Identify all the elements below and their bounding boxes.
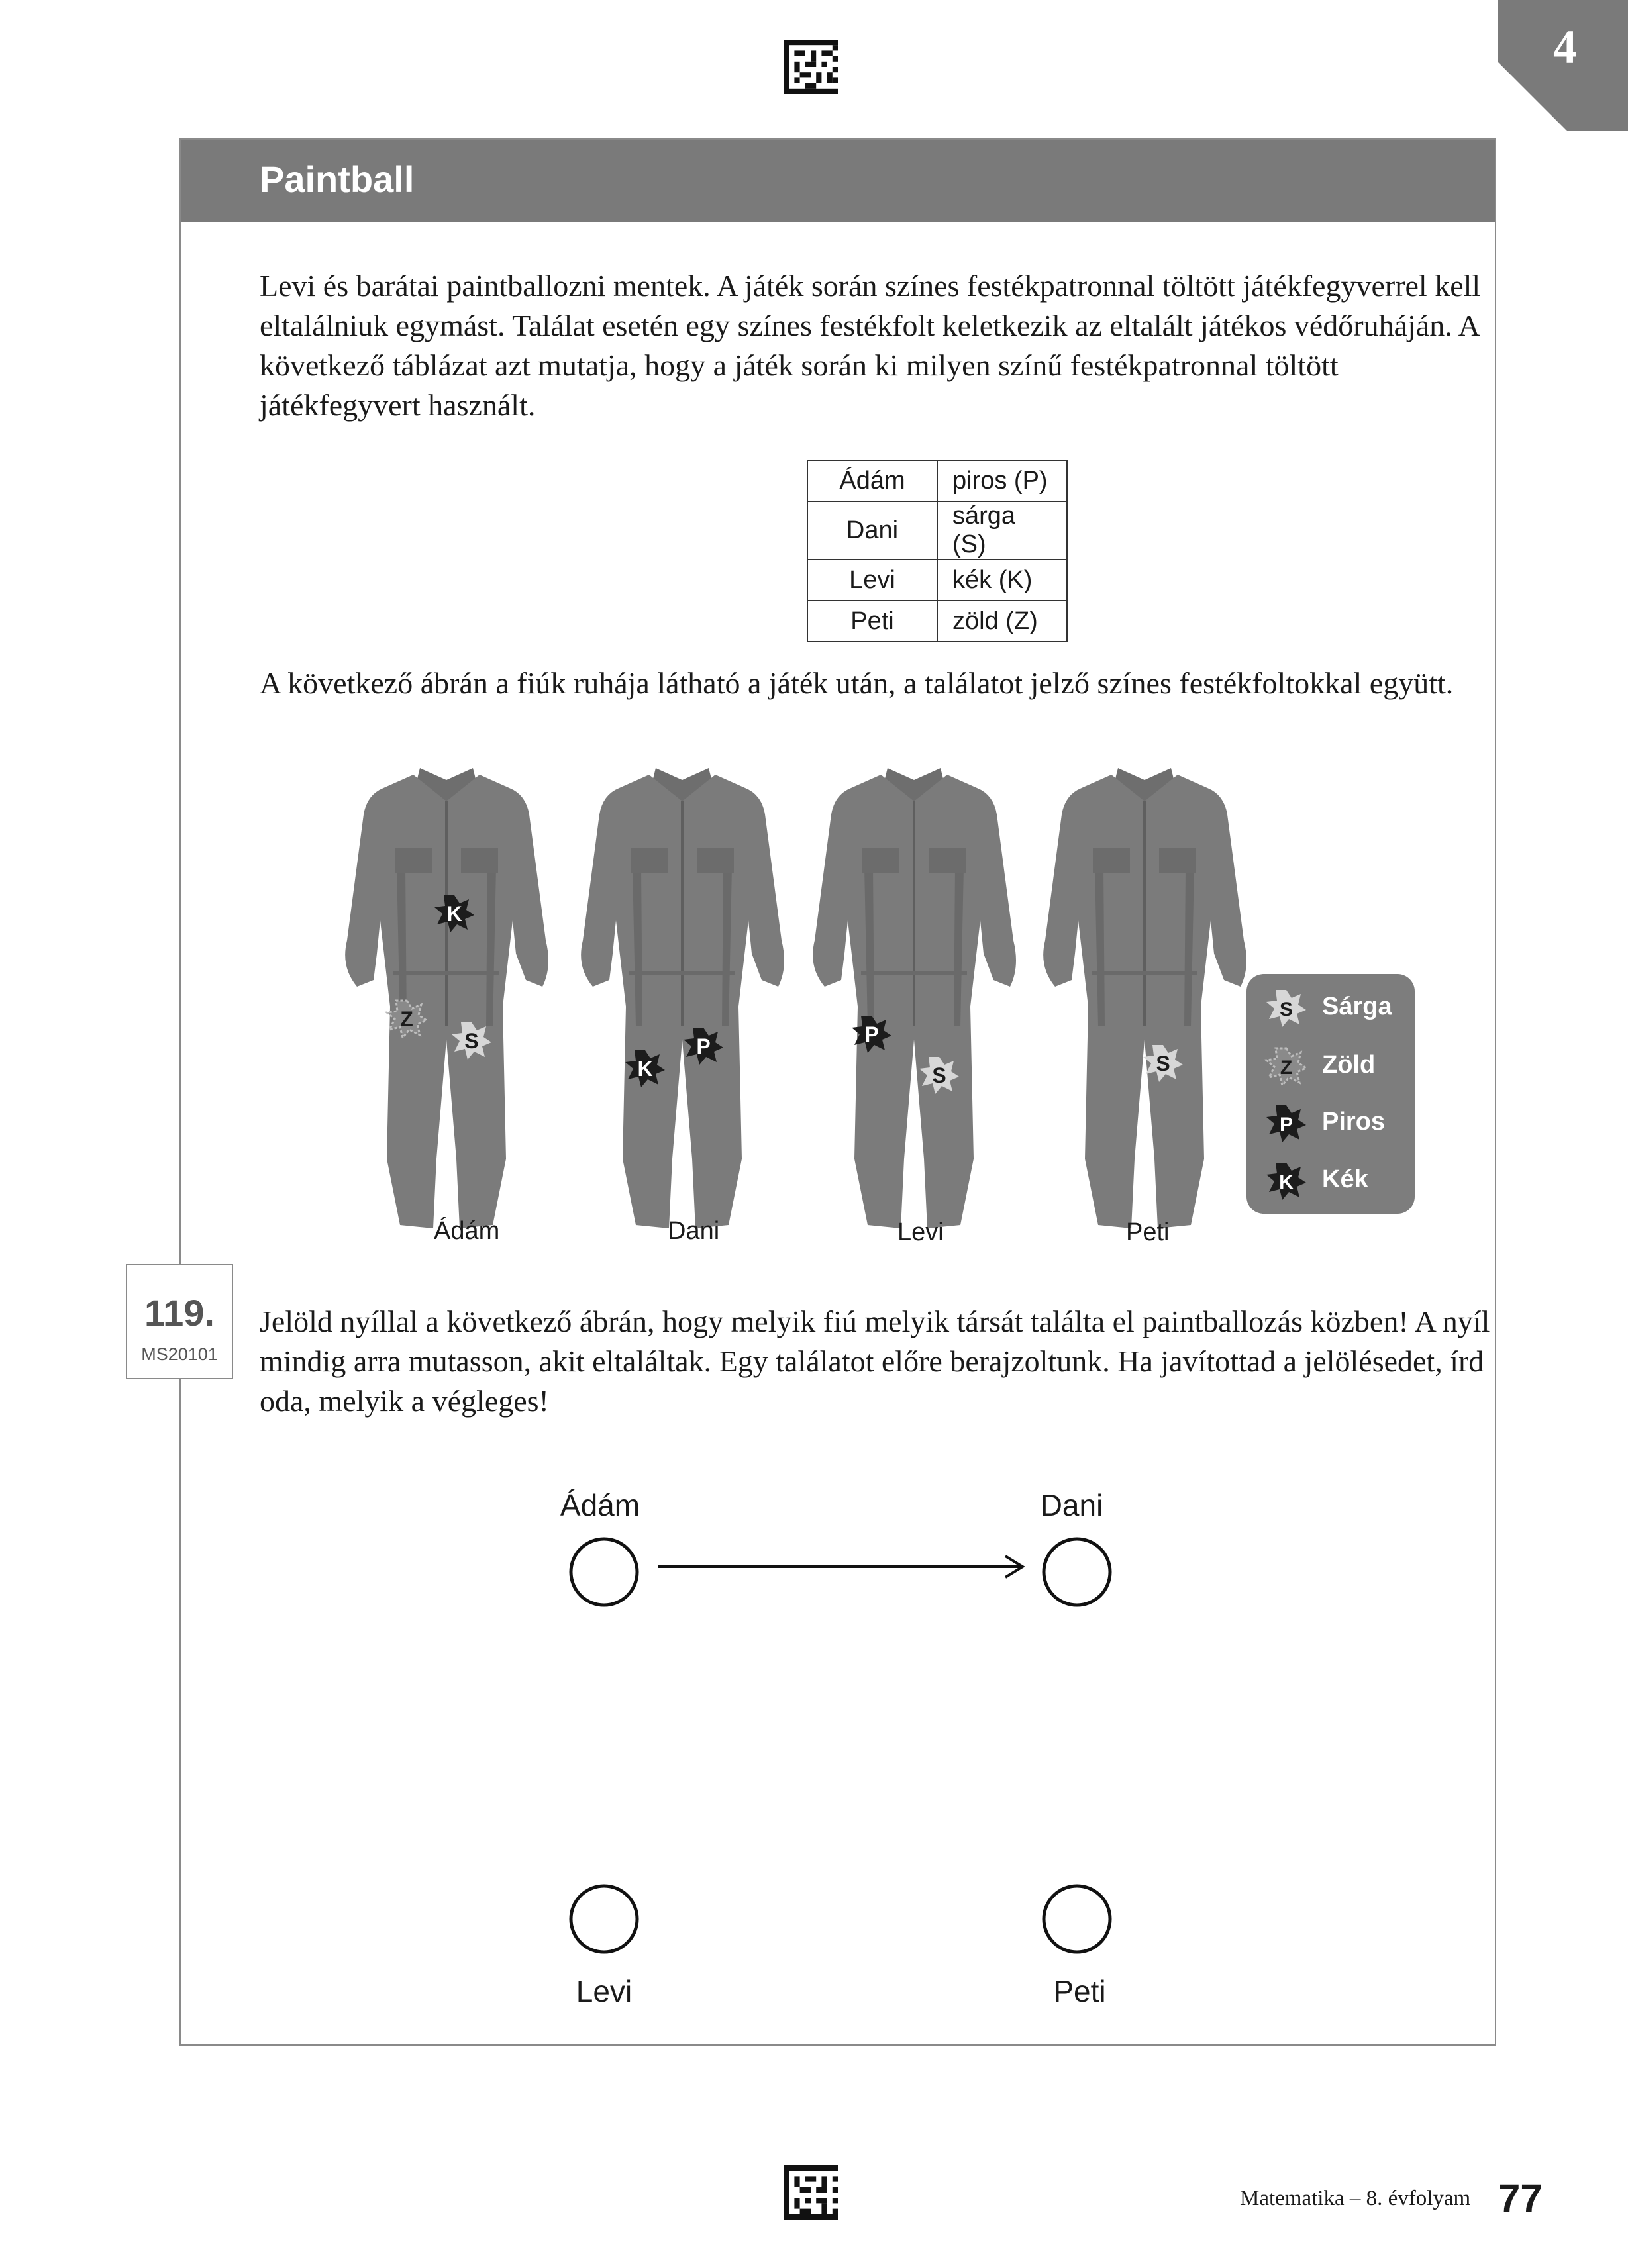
legend-label-sarga: Sárga bbox=[1322, 993, 1392, 1020]
intro-paragraph: Levi és barátai paintballozni mentek. A játék során színes festékpatronnal töltött játékfegyverrel kell eltalálniuk egymást. Találat esetén egy színes festékfolt keletkezik az eltalált játékos védőruháján. A következő táblázat azt mutatja, hogy a játék során ki milyen színű festékpatronnal töltött játékfegyvert használt. bbox=[260, 269, 1481, 422]
question-number: 119. bbox=[144, 1292, 215, 1334]
svg-text:K: K bbox=[446, 902, 462, 926]
svg-text:S: S bbox=[1156, 1052, 1170, 1075]
table-cell-color: piros (P) bbox=[937, 460, 1067, 501]
node-circle-peti[interactable] bbox=[1044, 1886, 1110, 1952]
table-cell-color: zöld (Z) bbox=[937, 601, 1067, 642]
question-text: Jelöld nyíllal a következő ábrán, hogy melyik fiú melyik társát találta el paintballozás közben! A nyíl mindig arra mutasson, akit eltaláltak. Egy találatot előre berajzoltunk. Ha javítottad a jelölésedet, írd oda, melyik a végleges! bbox=[260, 1305, 1490, 1418]
table-cell-name: Peti bbox=[807, 601, 937, 642]
table-cell-name: Dani bbox=[807, 501, 937, 560]
table-cell-name: Levi bbox=[807, 560, 937, 601]
table-cell-color: sárga (S) bbox=[937, 501, 1067, 560]
svg-text:P: P bbox=[1279, 1114, 1294, 1136]
table-cell-name: Ádám bbox=[807, 460, 937, 501]
suit-name-peti: Peti bbox=[1126, 1218, 1170, 1246]
question-code: MS20101 bbox=[141, 1344, 218, 1364]
node-circle-adam[interactable] bbox=[571, 1539, 637, 1605]
svg-text:P: P bbox=[696, 1034, 711, 1058]
svg-text:Z: Z bbox=[1280, 1057, 1293, 1079]
arrow-adam-to-dani bbox=[658, 1556, 1023, 1577]
svg-text:Z: Z bbox=[400, 1007, 413, 1031]
suit-name-adam: Ádám bbox=[434, 1217, 500, 1245]
node-label-levi: Levi bbox=[576, 1974, 633, 2008]
figure-intro: A következő ábrán a fiúk ruhája látható a játék után, a találatot jelző színes festékfoltokkal együtt. bbox=[260, 666, 1454, 700]
node-label-dani: Dani bbox=[1040, 1488, 1103, 1522]
page-number: 77 bbox=[1498, 2176, 1543, 2220]
legend-label-zold: Zöld bbox=[1322, 1051, 1376, 1079]
legend-label-piros: Piros bbox=[1322, 1108, 1386, 1136]
node-circle-dani[interactable] bbox=[1044, 1539, 1110, 1605]
svg-text:S: S bbox=[1279, 999, 1294, 1020]
svg-text:K: K bbox=[637, 1057, 653, 1081]
suit-name-dani: Dani bbox=[668, 1217, 720, 1245]
node-label-adam: Ádám bbox=[560, 1488, 640, 1522]
svg-text:P: P bbox=[864, 1022, 879, 1046]
qr-code-bottom bbox=[784, 2165, 838, 2220]
footer-text: Matematika – 8. évfolyam bbox=[1240, 2187, 1471, 2210]
legend-label-kek: Kék bbox=[1322, 1165, 1368, 1193]
svg-text:S: S bbox=[932, 1063, 946, 1087]
task-title: Paintball bbox=[260, 158, 415, 200]
node-label-peti: Peti bbox=[1053, 1974, 1106, 2008]
svg-text:S: S bbox=[464, 1029, 479, 1053]
table-cell-color: kék (K) bbox=[937, 560, 1067, 601]
node-circle-levi[interactable] bbox=[571, 1886, 637, 1952]
suit-name-levi: Levi bbox=[897, 1218, 944, 1246]
chapter-number: 4 bbox=[1553, 21, 1577, 74]
svg-text:K: K bbox=[1279, 1171, 1294, 1193]
